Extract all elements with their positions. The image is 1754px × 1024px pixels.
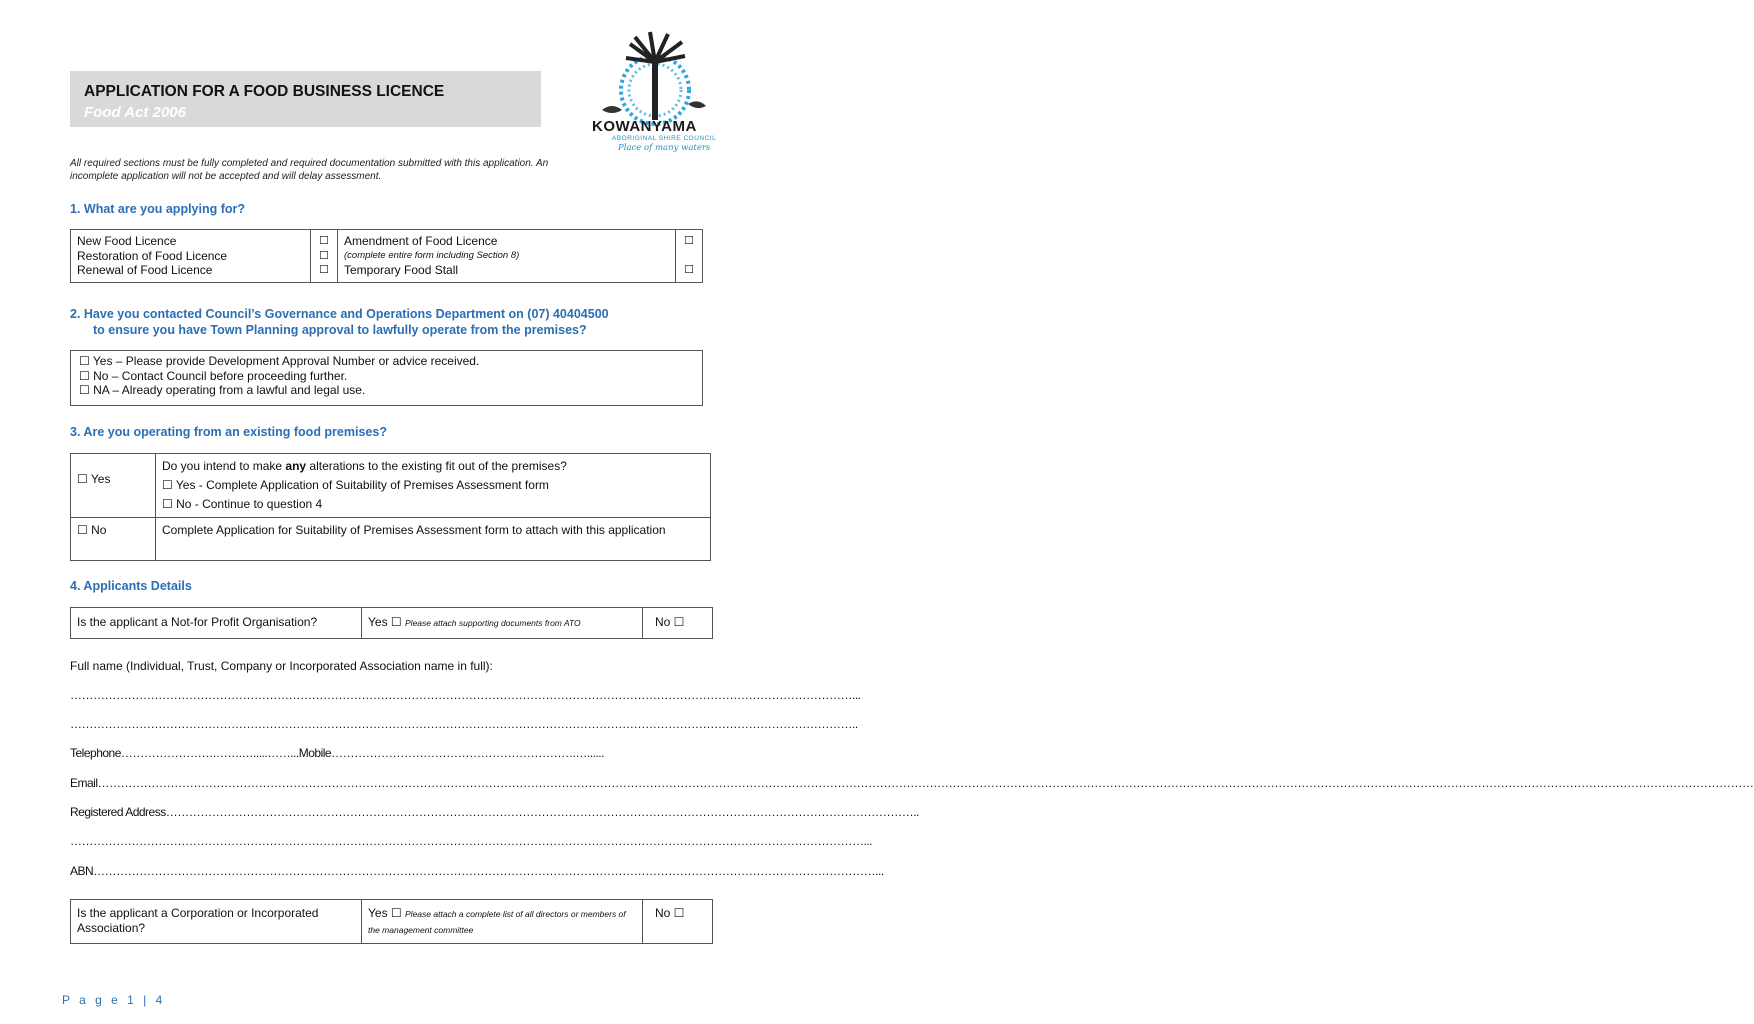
section-2-table: [70, 350, 703, 406]
section-3-heading: 3. Are you operating from an existing food premises?: [70, 425, 387, 439]
logo-name: KOWANYAMA: [592, 118, 697, 135]
nfp-no-checkbox[interactable]: No ☐: [643, 608, 713, 639]
palm-tree-icon: [590, 32, 720, 132]
checkbox-new-licence[interactable]: ☐: [319, 235, 329, 247]
title-box: [70, 71, 541, 127]
telephone-mobile-field[interactable]: Telephone…………………….…….….....……...Mobile……………………………………………………….…......: [70, 746, 604, 760]
checkbox-temporary-stall[interactable]: ☐: [684, 263, 694, 276]
option-existing-no[interactable]: ☐ No: [77, 523, 107, 537]
option-renewal-licence: Renewal of Food Licence: [77, 263, 213, 277]
section-1-right-cell: [338, 230, 676, 283]
logo-tagline: Place of many waters: [618, 143, 711, 153]
option-yes-da[interactable]: ☐ Yes – Please provide Development Approval Number or advice received.: [79, 354, 480, 368]
corp-table: [70, 899, 713, 944]
option-existing-yes[interactable]: ☐ Yes: [77, 472, 111, 486]
option-amendment-licence: Amendment of Food Licence: [344, 234, 498, 248]
section-2-options-cell: [71, 351, 703, 406]
section-2-heading-line2: to ensure you have Town Planning approval to lawfully operate from the premises?: [93, 323, 587, 337]
alterations-question: Do you intend to make any alterations to the existing fit out of the premises?: [162, 459, 567, 473]
nfp-question: Is the applicant a Not-for Profit Organisation?: [71, 608, 362, 639]
section-2-heading: [70, 306, 609, 338]
section-1-left-cell: [71, 230, 311, 283]
option-restoration-licence: Restoration of Food Licence: [77, 248, 228, 263]
checkbox-restoration-licence[interactable]: ☐: [319, 249, 329, 262]
registered-address-field[interactable]: Registered Address……………………………………………………………………………………………………………………………………………………………………………..: [70, 805, 919, 819]
nfp-note: Please attach supporting documents from ATO: [405, 618, 581, 628]
checkbox-renewal-licence[interactable]: ☐: [319, 264, 329, 276]
corp-no-checkbox[interactable]: No ☐: [643, 900, 713, 944]
section-1-left-checkboxes: [311, 230, 338, 283]
option-temporary-stall: Temporary Food Stall: [344, 263, 459, 277]
section-1-heading: 1. What are you applying for?: [70, 202, 246, 216]
section-3-yes-detail: [156, 454, 711, 518]
fullname-line-1[interactable]: ……………………………………………………………………………………………………………………………………………………………………………………...: [70, 688, 861, 702]
section-3-table: [70, 453, 711, 561]
intro-text: All required sections must be fully completed and required documentation submitted with this application. An incomplete application will not be accepted and will delay assessment.: [70, 158, 549, 182]
nfp-yes-checkbox[interactable]: Yes ☐: [368, 615, 402, 629]
section-3-yes-cell: [71, 454, 156, 518]
page-subtitle: Food Act 2006: [84, 104, 186, 121]
section-3-no-cell: [71, 518, 156, 561]
page-number: P a g e 1 | 4: [62, 993, 166, 1007]
nfp-yes-cell: [362, 608, 643, 639]
fullname-label: Full name (Individual, Trust, Company or Incorporated Association name in full):: [70, 659, 493, 673]
corp-question: Is the applicant a Corporation or Incorporated Association?: [71, 900, 362, 944]
corp-yes-cell: [362, 900, 643, 944]
email-field[interactable]: Email………………………………………………………………………………………………………………………………………………………………………………………………………………………………………………………………………………………………………………………………………………………………………………………………: [70, 776, 1754, 790]
logo-subtitle: ABORIGINAL SHIRE COUNCIL: [612, 135, 717, 142]
section-1-table: [70, 229, 703, 283]
option-alterations-yes[interactable]: ☐ Yes - Complete Application of Suitability of Premises Assessment form: [162, 478, 549, 492]
option-no-contact[interactable]: ☐ No – Contact Council before proceeding further.: [79, 368, 348, 383]
section-2-heading-line1: 2. Have you contacted Council’s Governance and Operations Department on (07) 40404500: [70, 307, 609, 321]
section-3-no-detail: Complete Application for Suitability of Premises Assessment form to attach with this application: [156, 518, 711, 561]
option-new-licence: New Food Licence: [77, 234, 177, 248]
address-line-2[interactable]: ………………………………………………………………………………………………………………………………………………………………………………………...: [70, 834, 873, 848]
corp-yes-checkbox[interactable]: Yes ☐: [368, 906, 402, 920]
section-1-right-checkboxes: [676, 230, 703, 283]
checkbox-amendment-licence[interactable]: ☐: [684, 235, 694, 247]
fullname-line-2[interactable]: ……………………………………………………………………………………………………………………………………………………………………………………..: [70, 717, 858, 731]
corp-note: Please attach a complete list of all directors or members of the management committee: [368, 909, 626, 935]
abn-field[interactable]: ABN……………………………………………………………………………………………………………………………………………………………………………………...: [70, 864, 884, 878]
page-title: APPLICATION FOR A FOOD BUSINESS LICENCE: [84, 83, 445, 100]
nfp-table: [70, 607, 713, 639]
option-na-operating[interactable]: ☐ NA – Already operating from a lawful and legal use.: [79, 383, 366, 397]
section-4-heading: 4. Applicants Details: [70, 579, 192, 593]
amendment-note: (complete entire form including Section 8): [344, 249, 520, 261]
council-logo: [590, 32, 720, 157]
option-alterations-no[interactable]: ☐ No - Continue to question 4: [162, 497, 323, 511]
